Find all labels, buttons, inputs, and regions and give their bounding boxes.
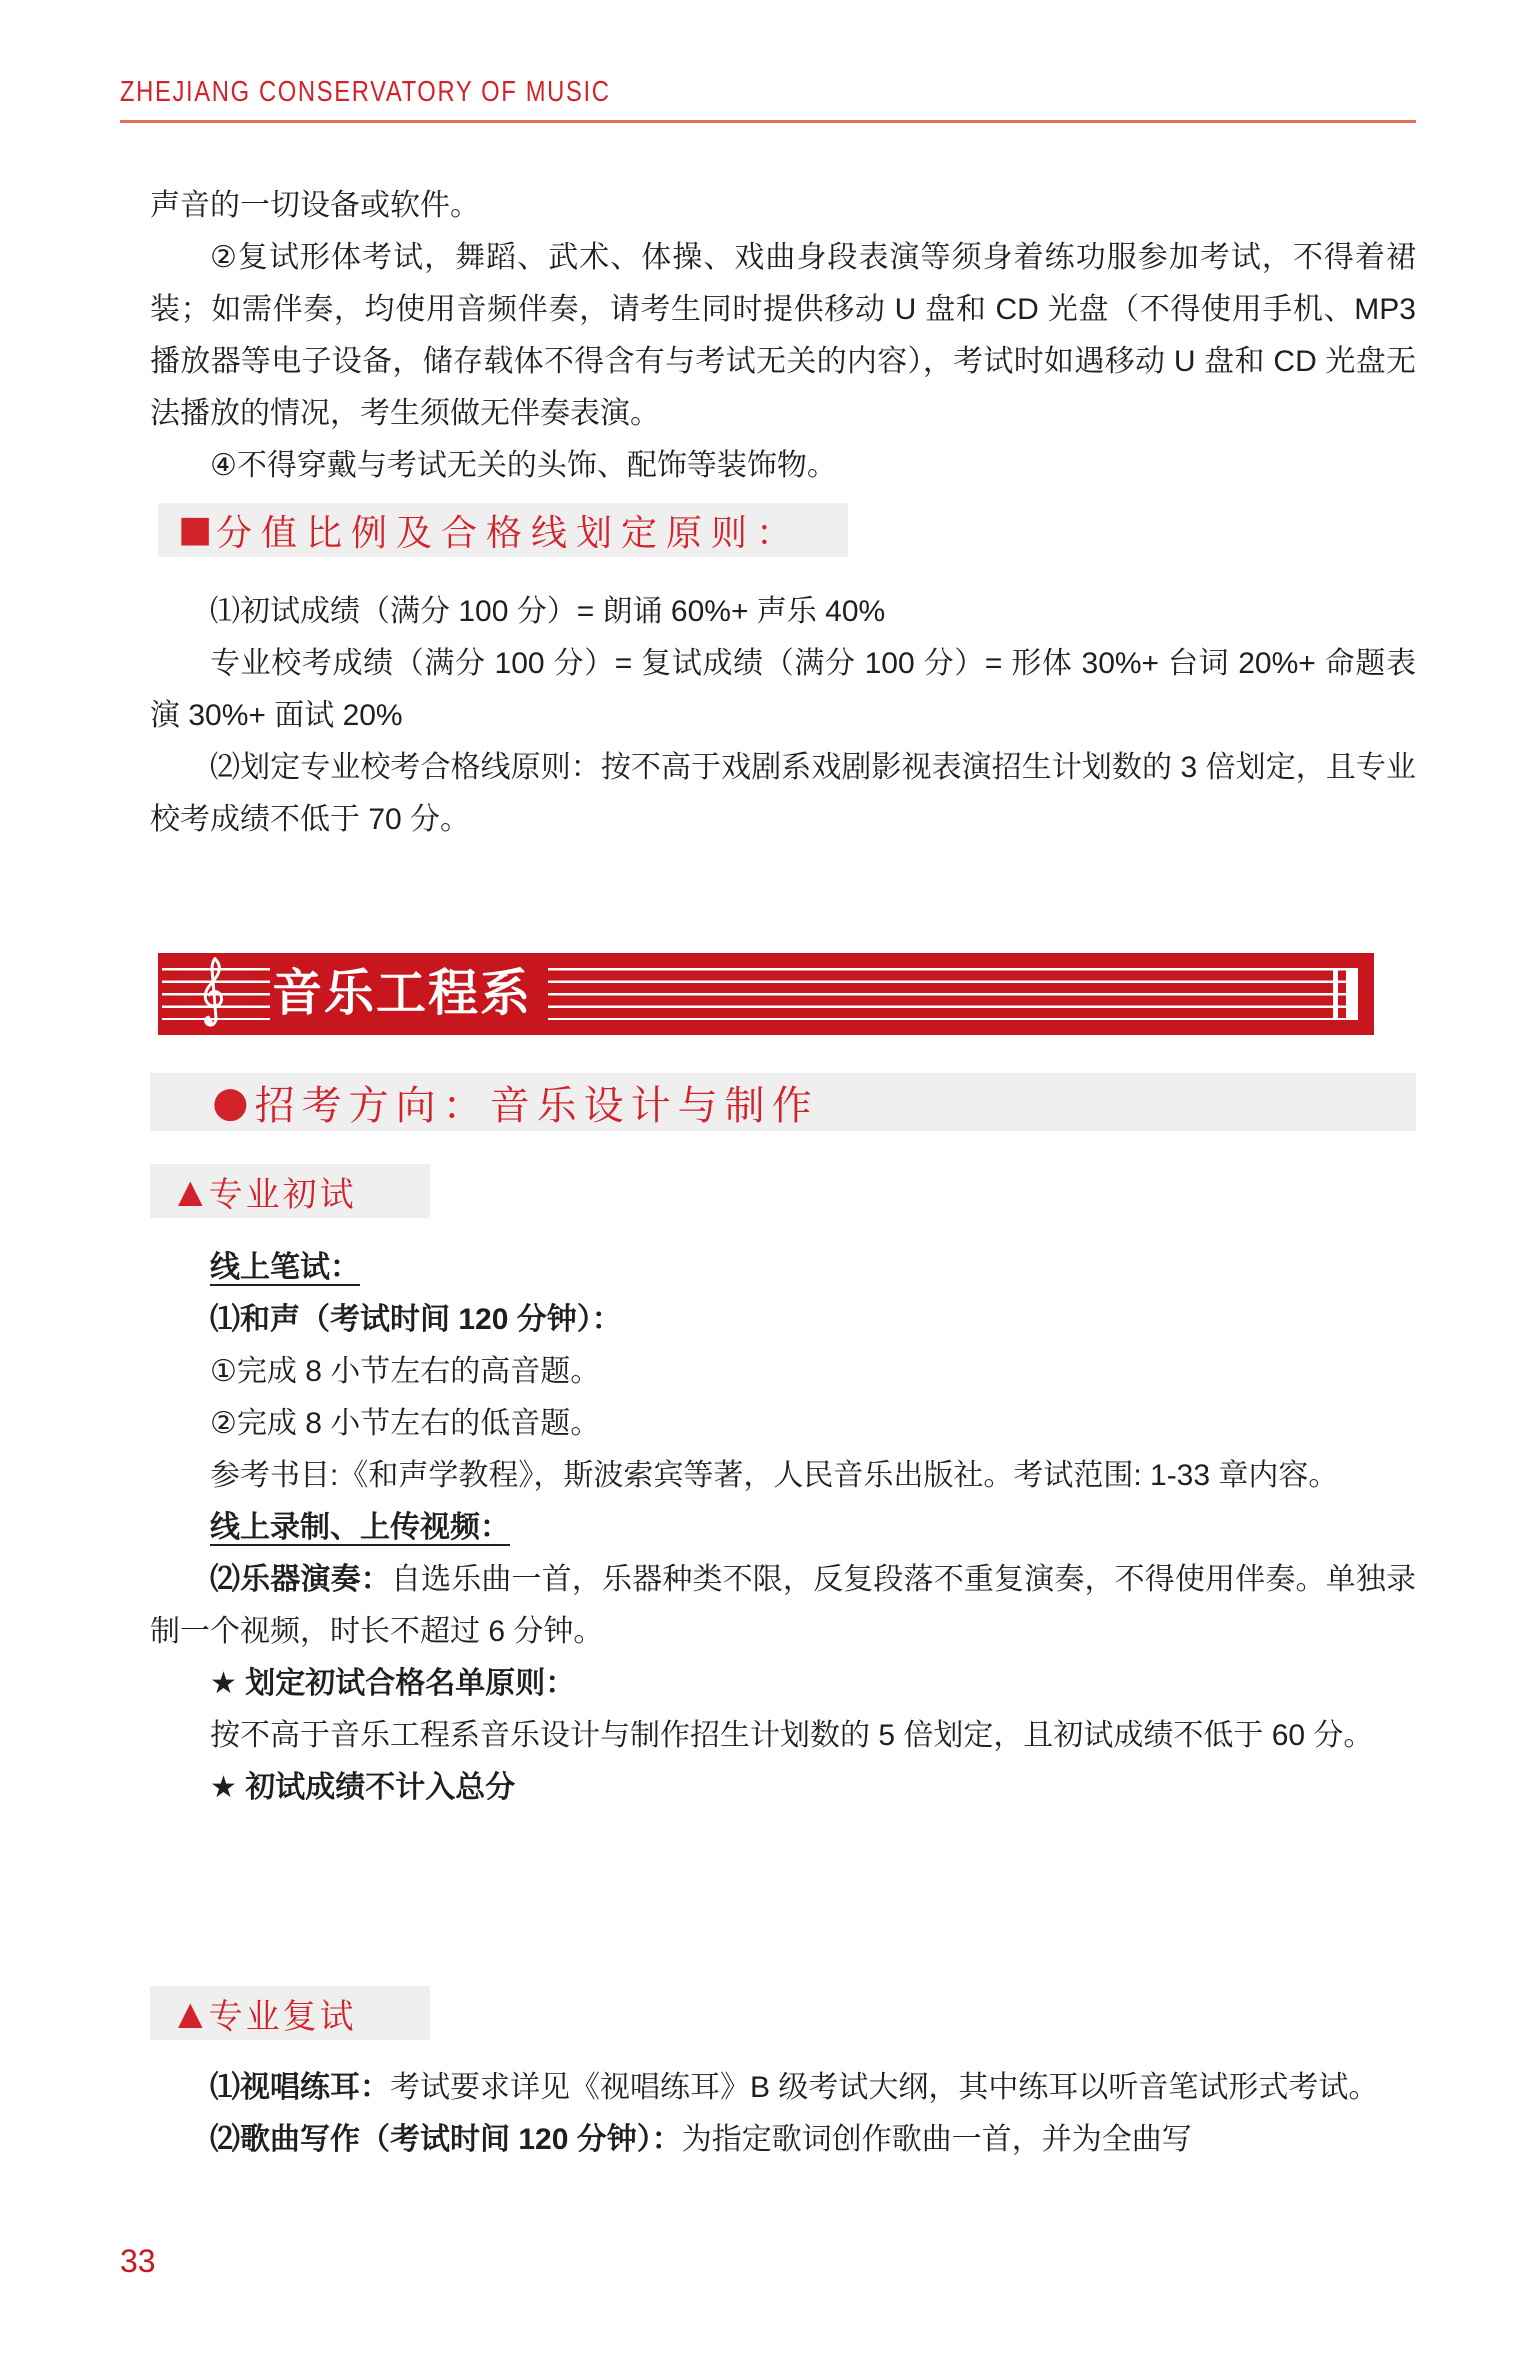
instrument-performance: ⑵乐器演奏：自选乐曲一首，乐器种类不限，反复段落不重复演奏，不得使用伴奏。单独录制一个视频，时长不超过 6 分钟。	[150, 1563, 1417, 1648]
pass-list-rule-title: ★ 划定初试合格名单原则：	[210, 1667, 576, 1700]
harmony-item-2: ②完成 8 小节左右的低音题。	[210, 1407, 601, 1440]
retest-heading-bar	[150, 1986, 430, 2040]
paragraph-accessories: ④不得穿戴与考试无关的头饰、配饰等装饰物。	[210, 449, 837, 482]
department-banner	[158, 953, 1374, 1035]
score-ratio-section-bar	[158, 503, 848, 557]
conservatory-name: ZHEJIANG CONSERVATORY OF MUSIC	[120, 76, 611, 108]
score-rule-final: 专业校考成绩（满分 100 分）= 复试成绩（满分 100 分）= 形体 30%+ 台词 20%+ 命题表演 30%+ 面试 20%	[150, 647, 1416, 732]
initial-exam-title: 专业初试	[208, 1175, 357, 1214]
written-test-subtitle: 线上笔试：	[210, 1251, 360, 1284]
treble-clef-icon	[194, 955, 234, 1033]
initial-score-note: ★ 初试成绩不计入总分	[210, 1771, 516, 1804]
page-number: 33	[120, 2243, 156, 2279]
header-divider	[120, 120, 1416, 123]
score-ratio-section-title: 分值比例及合格线划定原则：	[216, 511, 802, 553]
video-upload-subtitle: 线上录制、上传视频：	[210, 1511, 510, 1544]
paragraph-retest-physical: ②复试形体考试，舞蹈、武术、体操、戏曲身段表演等须身着练功服参加考试，不得着裙装；如需伴奏，均使用音频伴奏，请考生同时提供移动 U 盘和 CD 光盘（不得使用手机、MP3 播放器等电子设备，储存载体不得含有与考试无关的内容），考试时如遇移动 U 盘和 CD 光盘无法播放的情况，考生须做无伴奏表演。	[150, 241, 1416, 430]
initial-exam-heading-bar	[150, 1164, 430, 1218]
score-rules	[150, 586, 1416, 846]
pass-list-rule-detail: 按不高于音乐工程系音乐设计与制作招生计划数的 5 倍划定，且初试成绩不低于 60 分。	[210, 1719, 1374, 1752]
department-name: 音乐工程系	[272, 965, 532, 1021]
harmony-title: ⑴和声（考试时间 120 分钟）：	[210, 1303, 622, 1336]
score-rule-initial: ⑴初试成绩（满分 100 分）= 朗诵 60%+ 声乐 40%	[210, 595, 886, 628]
reference-books: 参考书目:《和声学教程》，斯波索宾等著，人民音乐出版社。考试范围: 1-33 章内容。	[210, 1459, 1339, 1492]
circle-bullet-icon: ●	[212, 1077, 249, 1126]
solfege-ear-training: ⑴视唱练耳：考试要求详见《视唱练耳》B 级考试大纲，其中练耳以听音笔试形式考试。	[210, 2071, 1379, 2104]
score-rule-passline: ⑵划定专业校考合格线原则：按不高于戏剧系戏剧影视表演招生计划数的 3 倍划定，且专业校考成绩不低于 70 分。	[150, 751, 1416, 836]
harmony-item-1: ①完成 8 小节左右的高音题。	[210, 1355, 601, 1388]
staff-lines-right	[548, 968, 1358, 1020]
triangle-bullet-icon: ▲	[178, 1172, 203, 1210]
staff-end-barline-thin	[1333, 968, 1338, 1020]
triangle-bullet-icon: ▲	[178, 1994, 203, 2032]
direction-heading-bar	[150, 1073, 1416, 1131]
retest-title: 专业复试	[208, 1997, 357, 2036]
paragraph-continuation: 声音的一切设备或软件。	[150, 189, 480, 222]
direction-title: 招考方向：音乐设计与制作	[254, 1083, 819, 1128]
square-bullet-icon: ■	[178, 509, 213, 550]
intro-paragraphs	[150, 180, 1416, 492]
staff-end-barline-thick	[1346, 968, 1358, 1020]
initial-exam-body	[150, 1242, 1416, 1814]
song-writing: ⑵歌曲写作（考试时间 120 分钟）：为指定歌词创作歌曲一首，并为全曲写	[210, 2123, 1192, 2156]
retest-body	[150, 2062, 1416, 2166]
